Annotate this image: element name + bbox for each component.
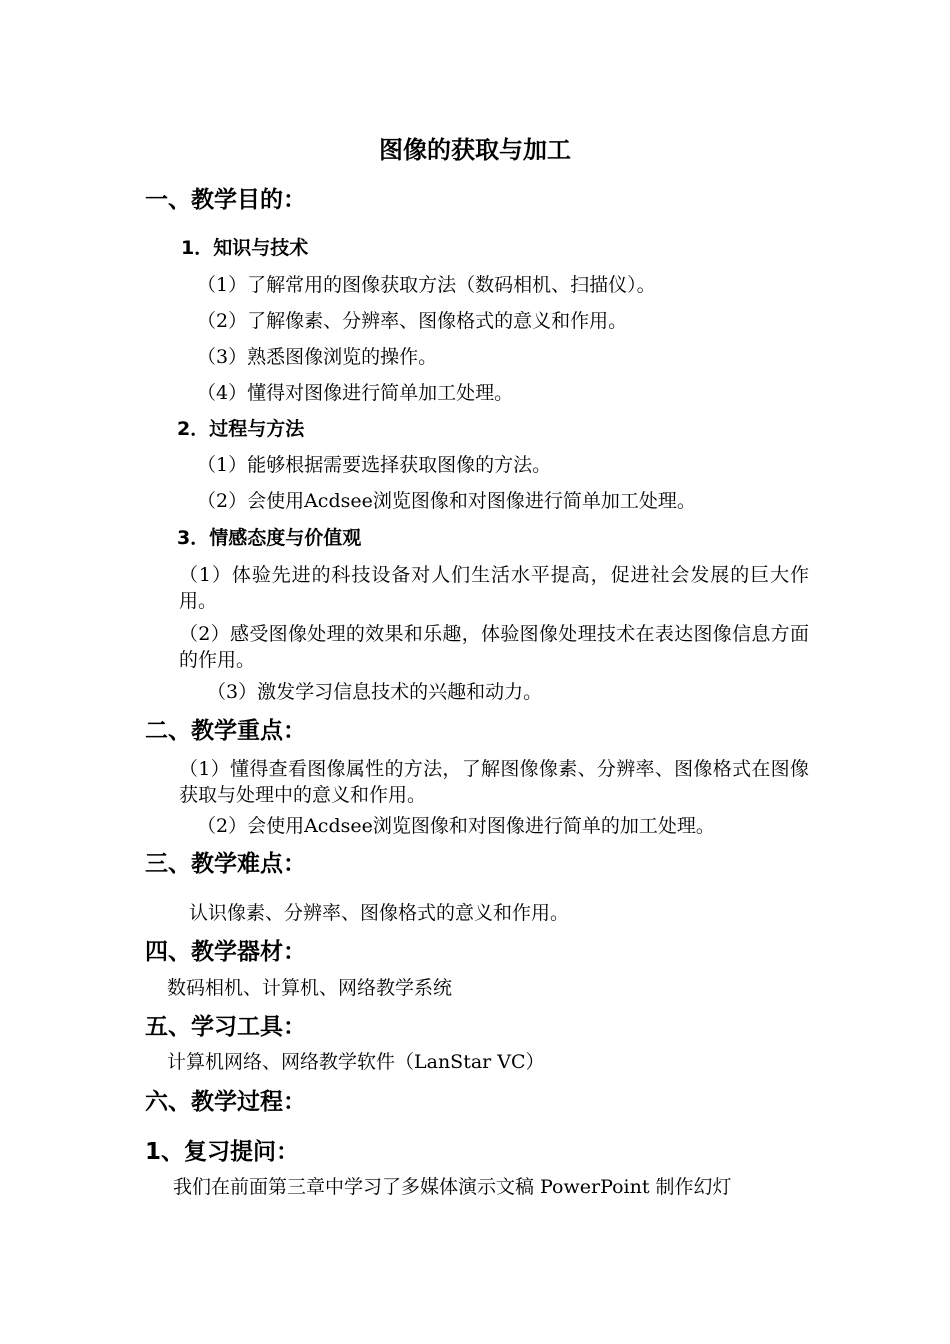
list-item: （1）了解常用的图像获取方法（数码相机、扫描仪）。: [197, 274, 656, 296]
section-text: 数码相机、计算机、网络教学系统: [167, 977, 453, 999]
list-item: （3）熟悉图像浏览的操作。: [197, 346, 438, 368]
list-item: （2）会使用Acdsee浏览图像和对图像进行简单加工处理。: [197, 490, 696, 512]
section-heading-equipment: 四、教学器材：: [145, 939, 306, 965]
list-item: （2）了解像素、分辨率、图像格式的意义和作用。: [197, 310, 628, 332]
section-heading-tools: 五、学习工具：: [145, 1014, 306, 1040]
section-text: 计算机网络、网络教学软件（LanStar VC）: [167, 1051, 545, 1073]
list-item: （3）激发学习信息技术的兴趣和动力。: [207, 681, 543, 703]
paragraph: （2）感受图像处理的效果和乐趣，体验图像处理技术在表达图像信息方面的作用。: [179, 623, 809, 671]
document-title: 图像的获取与加工: [379, 136, 571, 164]
section-text: 我们在前面第三章中学习了多媒体演示文稿 PowerPoint 制作幻灯: [173, 1176, 732, 1198]
paragraph: （1）体验先进的科技设备对人们生活水平提高，促进社会发展的巨大作用。: [179, 564, 809, 612]
section-heading-objectives: 一、教学目的：: [145, 187, 306, 213]
section-heading-difficulties: 三、教学难点：: [145, 851, 306, 877]
paragraph: （1）懂得查看图像属性的方法，了解图像像素、分辨率、图像格式在图像获取与处理中的意义和作用。: [179, 758, 809, 806]
subheading-process: 2．过程与方法: [177, 418, 305, 440]
section-text: 认识像素、分辨率、图像格式的意义和作用。: [189, 902, 570, 924]
subheading-review: 1、复习提问：: [145, 1139, 300, 1165]
section-heading-key-points: 二、教学重点：: [145, 718, 306, 744]
subheading-knowledge: 1．知识与技术: [181, 237, 309, 259]
subheading-attitude: 3．情感态度与价值观: [177, 527, 362, 549]
section-heading-process: 六、教学过程：: [145, 1089, 306, 1115]
list-item: （1）能够根据需要选择获取图像的方法。: [197, 454, 552, 476]
list-item: （2）会使用Acdsee浏览图像和对图像进行简单的加工处理。: [197, 815, 715, 837]
list-item: （4）懂得对图像进行简单加工处理。: [197, 382, 514, 404]
